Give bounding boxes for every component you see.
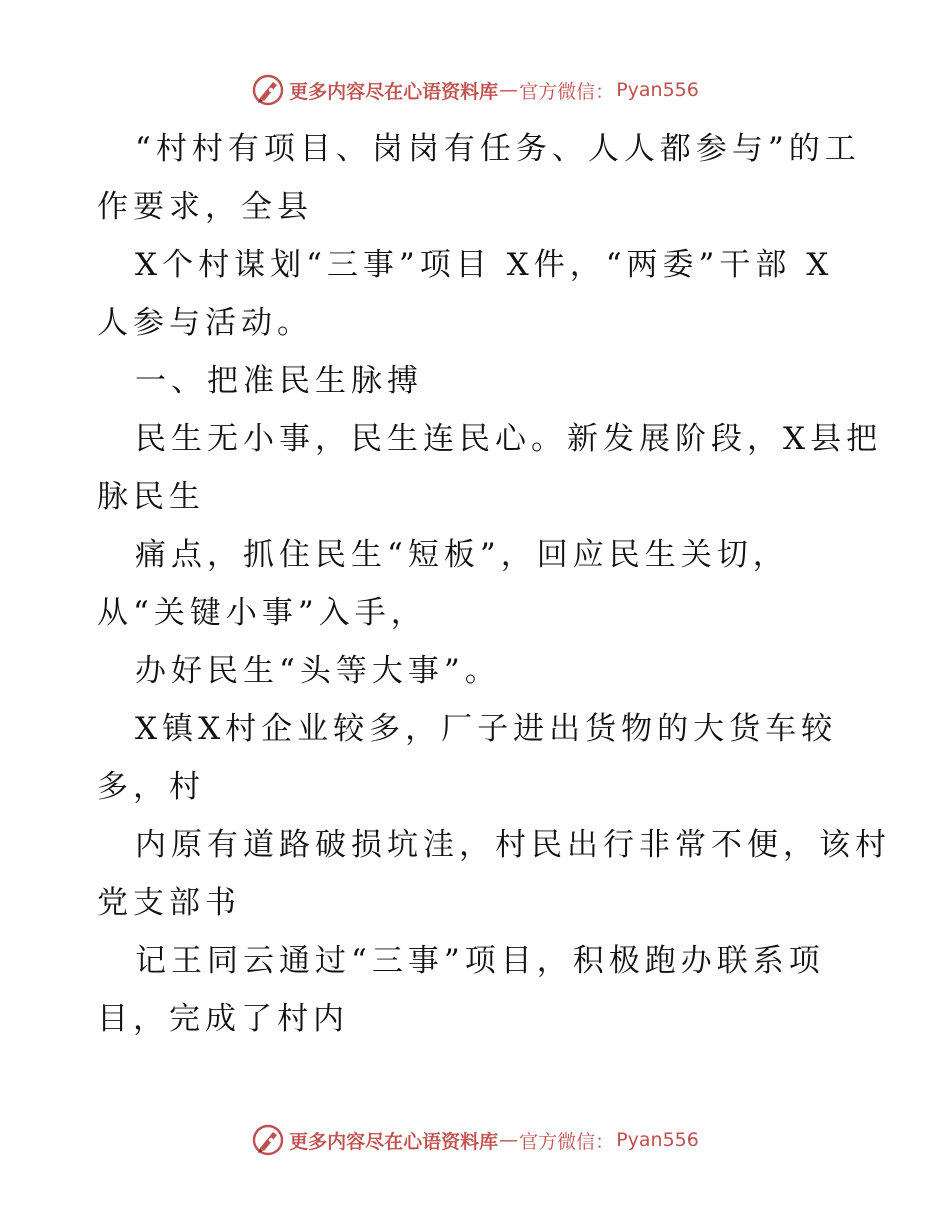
text-line: 脉民生 — [97, 479, 205, 515]
text-line: 记王同云通过“三事”项目，积极跑办联系项 — [135, 943, 825, 979]
banner-account: Pyan556 — [616, 79, 699, 101]
text-line: 内原有道路破损坑洼，村民出行非常不便，该村 — [135, 827, 891, 863]
banner-wechat-label: 官方微信： — [519, 80, 615, 103]
banner-dash: — — [499, 79, 519, 101]
text-line: 作要求，全县 — [97, 189, 313, 225]
text-line: 人参与活动。 — [97, 305, 313, 341]
text-line: X镇X村企业较多，厂子进出货物的大货车较 — [135, 711, 838, 747]
text-line: 痛点，抓住民生“短板”，回应民生关切， — [135, 537, 789, 573]
text-line: 党支部书 — [97, 885, 241, 921]
text-line: X个村谋划“三事”项目 X件，“两委”干部 X — [135, 247, 834, 283]
pen-logo-icon — [251, 1123, 285, 1157]
text-line: 办好民生“头等大事”。 — [135, 653, 501, 689]
pen-logo-icon — [251, 73, 285, 107]
banner-site-text: 更多内容尽在心语资料库 — [289, 80, 499, 103]
document-body — [97, 120, 891, 1048]
text-line: 目，完成了村内 — [97, 1001, 349, 1037]
text-line: 民生无小事，民生连民心。新发展阶段，X县把 — [135, 421, 883, 457]
footer-banner — [0, 1120, 950, 1160]
banner-wechat-label: 官方微信： — [519, 1130, 615, 1153]
text-line: 多，村 — [97, 769, 205, 805]
header-banner — [0, 70, 950, 110]
text-line: 一、把准民生脉搏 — [135, 363, 423, 399]
text-line: “村村有项目、岗岗有任务、人人都参与”的工 — [135, 131, 861, 167]
banner-account: Pyan556 — [616, 1129, 699, 1151]
banner-site-text: 更多内容尽在心语资料库 — [289, 1130, 499, 1153]
banner-dash: — — [499, 1129, 519, 1151]
text-line: 从“关键小事”入手， — [97, 595, 427, 631]
